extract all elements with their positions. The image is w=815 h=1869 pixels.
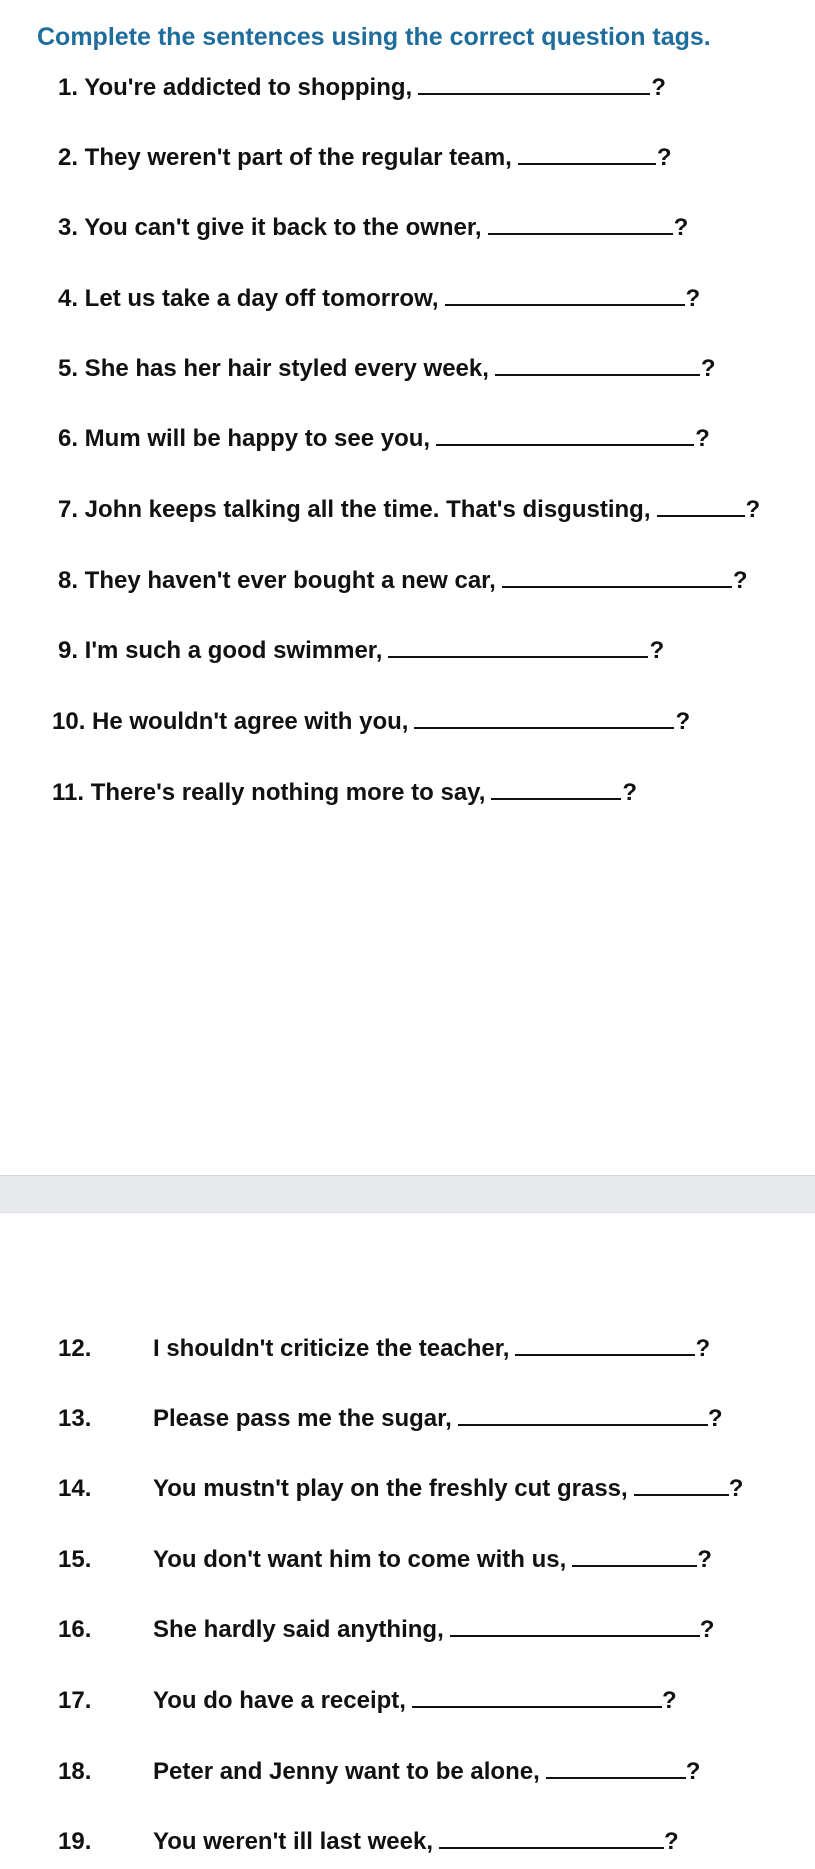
question-item [52,707,690,737]
question-mark: ? [707,1405,723,1432]
worksheet-title: Complete the sentences using the correct question tags. [37,23,711,51]
question-text: 4. Let us take a day off tomorrow, [58,285,439,312]
question-item [58,636,664,666]
question-text: She hardly said anything, [153,1616,444,1643]
answer-blank[interactable] [488,213,673,235]
answer-blank[interactable] [418,73,650,95]
answer-blank[interactable] [515,1334,695,1356]
answer-blank[interactable] [458,1404,708,1426]
answer-blank[interactable] [388,636,648,658]
answer-blank[interactable] [495,354,700,376]
question-number: 12. [58,1335,92,1362]
question-text: 8. They haven't ever bought a new car, [58,567,496,594]
question-item [153,1686,677,1716]
question-mark: ? [695,1335,711,1362]
question-mark: ? [649,637,665,664]
question-mark: ? [675,708,691,735]
question-item [58,73,666,103]
question-mark: ? [732,567,748,594]
question-text: You don't want him to come with us, [153,1546,567,1573]
answer-blank[interactable] [436,424,694,446]
answer-blank[interactable] [546,1757,686,1779]
question-text: 1. You're addicted to shopping, [58,74,413,101]
question-number: 13. [58,1405,92,1432]
question-mark: ? [695,425,710,452]
answer-blank[interactable] [439,1827,664,1849]
question-item [153,1404,723,1434]
question-text: 9. I'm such a good swimmer, [58,637,383,664]
question-mark: ? [697,1546,712,1573]
question-item [153,1545,712,1575]
answer-blank[interactable] [518,143,656,165]
question-text: 2. They weren't part of the regular team, [58,144,512,171]
question-text: 3. You can't give it back to the owner, [58,214,482,241]
question-item [58,495,760,525]
question-item [153,1827,679,1857]
question-mark: ? [661,1687,677,1714]
question-mark: ? [745,496,761,523]
question-item [58,284,700,314]
question-number: 19. [58,1828,92,1855]
question-text: 11. There's really nothing more to say, [52,779,486,806]
question-item [58,424,710,454]
question-text: You do have a receipt, [153,1687,406,1714]
question-number: 14. [58,1475,92,1502]
question-mark: ? [685,1758,701,1785]
question-text: You weren't ill last week, [153,1828,434,1855]
answer-blank[interactable] [450,1615,700,1637]
question-item [153,1474,743,1504]
question-text: 5. She has her hair styled every week, [58,355,489,382]
answer-blank[interactable] [414,707,674,729]
question-number: 15. [58,1546,92,1573]
worksheet-page-2 [0,1213,815,1869]
answer-blank[interactable] [412,1686,662,1708]
answer-blank[interactable] [445,284,685,306]
question-text: 10. He wouldn't agree with you, [52,708,409,735]
question-item [58,143,672,173]
question-mark: ? [699,1616,715,1643]
question-mark: ? [673,214,689,241]
question-item [153,1757,700,1787]
question-mark: ? [685,285,701,312]
question-item [153,1615,714,1645]
question-number: 17. [58,1687,92,1714]
question-item [52,778,637,808]
question-mark: ? [656,144,672,171]
question-text: 7. John keeps talking all the time. That's disgusting, [58,496,651,523]
question-text: Peter and Jenny want to be alone, [153,1758,540,1785]
question-text: Please pass me the sugar, [153,1405,452,1432]
question-text: You mustn't play on the freshly cut grass, [153,1475,628,1502]
question-mark: ? [664,1828,679,1855]
question-item [153,1334,710,1364]
answer-blank[interactable] [491,778,621,800]
answer-blank[interactable] [634,1474,729,1496]
question-item [58,213,688,243]
question-text: 6. Mum will be happy to see you, [58,425,431,452]
question-item [58,566,748,596]
question-number: 16. [58,1616,92,1643]
answer-blank[interactable] [657,495,745,517]
question-mark: ? [700,355,716,382]
question-item [58,354,716,384]
question-text: I shouldn't criticize the teacher, [153,1335,510,1362]
question-mark: ? [651,74,666,101]
question-mark: ? [728,1475,744,1502]
page-break [0,1175,815,1213]
answer-blank[interactable] [572,1545,697,1567]
question-number: 18. [58,1758,92,1785]
answer-blank[interactable] [502,566,732,588]
question-mark: ? [622,779,638,806]
